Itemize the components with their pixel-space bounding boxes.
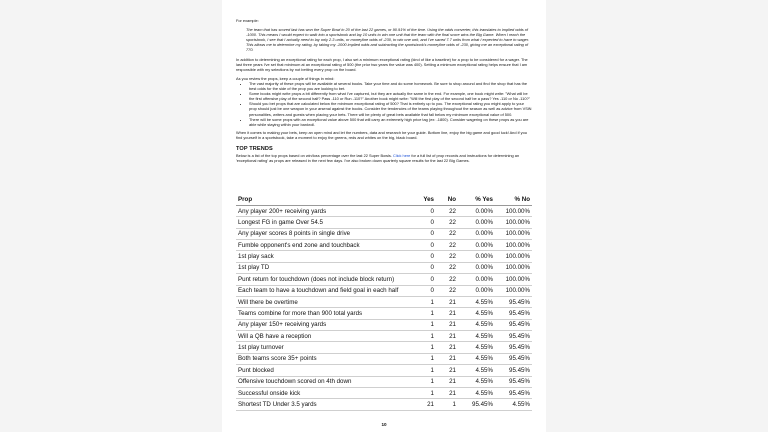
cell-prop: Punt return for touchdown (does not include block return) bbox=[236, 274, 414, 285]
cell-pct-no: 95.45% bbox=[495, 308, 532, 319]
cell-no: 22 bbox=[436, 217, 458, 228]
cell-yes: 0 bbox=[414, 228, 436, 239]
cell-pct-yes: 0.00% bbox=[458, 251, 495, 262]
minimum-rating-paragraph: In addition to determining an exceptional rating for each prop, I also set a minimum exceptional rating (kind of like a baseline) for a prop to be considered for a wager. The last three years I've set that minimum at an exceptional rating of 500 (the prior two years the value was 400). Setting a minimum exceptional rating helps ensure that I am responsible with my selections by not betting every prop on the board. bbox=[236, 56, 528, 72]
cell-no: 21 bbox=[436, 331, 458, 342]
header-no: No bbox=[436, 194, 458, 205]
list-item: • Some books might write props a bit differently from what I've captured, but they are actually the same in the end. For example, one book might write: "What will be the first offensive play of the second half? Pass -110 or Run -110?" Another book might write: "Will the first play of the second half be a pass? Yes -110 or No -110?" bbox=[249, 91, 532, 101]
cell-prop: Shortest TD Under 3.5 yards bbox=[236, 399, 414, 410]
review-lead: As you review the props, keep a couple of things in mind: bbox=[236, 75, 335, 81]
table-row bbox=[236, 319, 532, 330]
cell-yes: 1 bbox=[414, 353, 436, 364]
cell-yes: 1 bbox=[414, 319, 436, 330]
cell-no: 21 bbox=[436, 365, 458, 376]
cell-yes: 0 bbox=[414, 262, 436, 273]
cell-yes: 21 bbox=[414, 399, 436, 410]
cell-no: 22 bbox=[436, 285, 458, 296]
cell-pct-no: 95.45% bbox=[495, 296, 532, 307]
cell-no: 21 bbox=[436, 308, 458, 319]
cell-prop: Both teams score 35+ points bbox=[236, 353, 414, 364]
header-yes: Yes bbox=[414, 194, 436, 205]
cell-yes: 1 bbox=[414, 387, 436, 398]
table-row bbox=[236, 251, 532, 262]
cell-yes: 0 bbox=[414, 217, 436, 228]
cell-pct-yes: 95.45% bbox=[458, 399, 495, 410]
cell-prop: Fumble opponent's end zone and touchback bbox=[236, 240, 414, 251]
table-row bbox=[236, 217, 532, 228]
cell-pct-no: 95.45% bbox=[495, 342, 532, 353]
cell-yes: 0 bbox=[414, 251, 436, 262]
table-row bbox=[236, 240, 532, 251]
cell-prop: Teams combine for more than 900 total yards bbox=[236, 308, 414, 319]
cell-prop: 1st play TD bbox=[236, 262, 414, 273]
cell-prop: Any player scores 8 points in single drive bbox=[236, 228, 414, 239]
cell-pct-no: 100.00% bbox=[495, 205, 532, 216]
cell-yes: 1 bbox=[414, 365, 436, 376]
table-row bbox=[236, 262, 532, 273]
table-row bbox=[236, 274, 532, 285]
cell-no: 21 bbox=[436, 296, 458, 307]
cell-pct-yes: 4.55% bbox=[458, 353, 495, 364]
table-row bbox=[236, 342, 532, 353]
trends-desc-before: Below is a list of the top props based on win/loss percentage over the last 22 Super Bowls. bbox=[236, 152, 394, 158]
cell-pct-yes: 4.55% bbox=[458, 308, 495, 319]
cell-pct-no: 100.00% bbox=[495, 240, 532, 251]
top-trends-description bbox=[236, 153, 532, 163]
cell-pct-yes: 0.00% bbox=[458, 205, 495, 216]
table-row bbox=[236, 376, 532, 387]
cell-yes: 1 bbox=[414, 331, 436, 342]
cell-prop: Successful onside kick bbox=[236, 387, 414, 398]
cell-pct-no: 95.45% bbox=[495, 353, 532, 364]
cell-no: 22 bbox=[436, 205, 458, 216]
example-lead: For example: bbox=[236, 18, 259, 23]
table-row bbox=[236, 387, 532, 398]
cell-no: 21 bbox=[436, 319, 458, 330]
cell-pct-yes: 0.00% bbox=[458, 240, 495, 251]
cell-no: 22 bbox=[436, 228, 458, 239]
cell-pct-no: 95.45% bbox=[495, 365, 532, 376]
cell-yes: 0 bbox=[414, 205, 436, 216]
cell-pct-yes: 0.00% bbox=[458, 285, 495, 296]
top-trends-heading: TOP TRENDS bbox=[236, 145, 273, 152]
tips-list bbox=[236, 81, 532, 127]
cell-pct-yes: 4.55% bbox=[458, 387, 495, 398]
header-pct-no: % No bbox=[495, 194, 532, 205]
list-item: • The vast majority of these props will be available at several books. Take your time and do some homework. Be sure to shop around and find the shop that has the best odds for the side of the prop you are looking to bet. bbox=[249, 81, 532, 91]
list-item: • Should you bet props that are calculated below the minimum exceptional rating of 500? That is entirely up to you. The exceptional rating you might apply to your prop should just be one weapon in your arsenal against the books. Consider the tendencies of the teams playing throughout the season as well as advice from VSiN personalities, writers and guests when placing your bets. There will be plenty of great bets available that fall below my minimum exceptional value of 500. bbox=[249, 101, 532, 116]
cell-no: 21 bbox=[436, 342, 458, 353]
cell-no: 22 bbox=[436, 240, 458, 251]
cell-pct-no: 95.45% bbox=[495, 331, 532, 342]
cell-pct-no: 100.00% bbox=[495, 251, 532, 262]
page-number: 10 bbox=[381, 422, 387, 427]
cell-prop: Longest FG in game Over 54.5 bbox=[236, 217, 414, 228]
table-row bbox=[236, 365, 532, 376]
cell-no: 22 bbox=[436, 251, 458, 262]
cell-pct-yes: 0.00% bbox=[458, 217, 495, 228]
cell-pct-no: 95.45% bbox=[495, 387, 532, 398]
document-page bbox=[222, 0, 546, 432]
click-here-link[interactable]: Click here bbox=[393, 152, 411, 158]
cell-no: 21 bbox=[436, 353, 458, 364]
cell-pct-yes: 4.55% bbox=[458, 376, 495, 387]
cell-prop: 1st play turnover bbox=[236, 342, 414, 353]
cell-prop: Will a QB have a reception bbox=[236, 331, 414, 342]
header-pct-yes: % Yes bbox=[458, 194, 495, 205]
cell-pct-no: 95.45% bbox=[495, 319, 532, 330]
cell-prop: Any player 200+ receiving yards bbox=[236, 205, 414, 216]
cell-prop: Will there be overtime bbox=[236, 296, 414, 307]
cell-prop: Punt blocked bbox=[236, 365, 414, 376]
cell-prop: Any player 150+ receiving yards bbox=[236, 319, 414, 330]
cell-pct-no: 100.00% bbox=[495, 262, 532, 273]
cell-yes: 0 bbox=[414, 285, 436, 296]
cell-pct-yes: 0.00% bbox=[458, 274, 495, 285]
cell-pct-no: 100.00% bbox=[495, 285, 532, 296]
table-row bbox=[236, 205, 532, 216]
cell-yes: 1 bbox=[414, 308, 436, 319]
cell-prop: Each team to have a touchdown and field goal in each half bbox=[236, 285, 414, 296]
table-row bbox=[236, 399, 532, 410]
cell-yes: 0 bbox=[414, 274, 436, 285]
cell-yes: 0 bbox=[414, 240, 436, 251]
cell-pct-yes: 4.55% bbox=[458, 319, 495, 330]
cell-pct-no: 100.00% bbox=[495, 228, 532, 239]
cell-pct-no: 95.45% bbox=[495, 376, 532, 387]
cell-pct-yes: 0.00% bbox=[458, 262, 495, 273]
cell-prop: 1st play sack bbox=[236, 251, 414, 262]
prop-trends-table bbox=[236, 194, 532, 411]
list-item: • There will be some props with an exceptional value above 500 that will carry an extremely high price tag (ex: -1800). Consider wagering on these props as you are able while staying within your bankroll. bbox=[249, 117, 532, 127]
trends-desc-after: for a full list of prop records and instructions for determining an 'exceptional rating' as props are released in the next few days. I've also broken down quarterly square results for the last 22 Big Games. bbox=[236, 152, 520, 164]
cell-pct-no: 100.00% bbox=[495, 217, 532, 228]
closing-paragraph: When it comes to making your bets, keep an open mind and let the numbers, data and research be your guide. Bottom line, enjoy the big game and good luck! And if you find yourself in a sportsbook, take a moment to enjoy the greens, reds and whites on the big, black board. bbox=[236, 129, 527, 140]
table-row bbox=[236, 228, 532, 239]
cell-no: 21 bbox=[436, 376, 458, 387]
cell-no: 1 bbox=[436, 399, 458, 410]
cell-yes: 1 bbox=[414, 376, 436, 387]
cell-pct-yes: 4.55% bbox=[458, 331, 495, 342]
cell-pct-yes: 4.55% bbox=[458, 342, 495, 353]
cell-no: 21 bbox=[436, 387, 458, 398]
table-row bbox=[236, 353, 532, 364]
table-body bbox=[236, 205, 532, 410]
cell-prop: Offensive touchdown scored on 4th down bbox=[236, 376, 414, 387]
table-row bbox=[236, 285, 532, 296]
cell-pct-yes: 4.55% bbox=[458, 365, 495, 376]
table-row bbox=[236, 308, 532, 319]
cell-pct-yes: 4.55% bbox=[458, 296, 495, 307]
intro-section bbox=[236, 18, 532, 163]
cell-no: 22 bbox=[436, 262, 458, 273]
cell-pct-no: 100.00% bbox=[495, 274, 532, 285]
cell-pct-yes: 0.00% bbox=[458, 228, 495, 239]
table-row bbox=[236, 296, 532, 307]
example-paragraph: The team that has scored last has won the Super Bowl in 20 of the last 22 games, or 90.91% of the time. Using the odds converter, this translates to implied odds of -1000. This means I would expect to walk into a sportsbook and lay 10 units to win one unit that the team with the final score wins the Big Game. When I reach the sportsbook, I see that I actually need to lay only 2.3 units, or moneyline odds of -230, to win one unit, and I've saved 7.7 units from what I expected to have to wager. This allows me to determine my rating, by taking my -1000 implied odds and subtracting the sportsbook's moneyline odds of -230, giving me an exceptional rating of 770. bbox=[246, 27, 530, 53]
cell-yes: 1 bbox=[414, 342, 436, 353]
cell-yes: 1 bbox=[414, 296, 436, 307]
header-prop: Prop bbox=[236, 194, 414, 205]
table-header-row bbox=[236, 194, 532, 205]
cell-pct-no: 4.55% bbox=[495, 399, 532, 410]
cell-no: 22 bbox=[436, 274, 458, 285]
table-row bbox=[236, 331, 532, 342]
